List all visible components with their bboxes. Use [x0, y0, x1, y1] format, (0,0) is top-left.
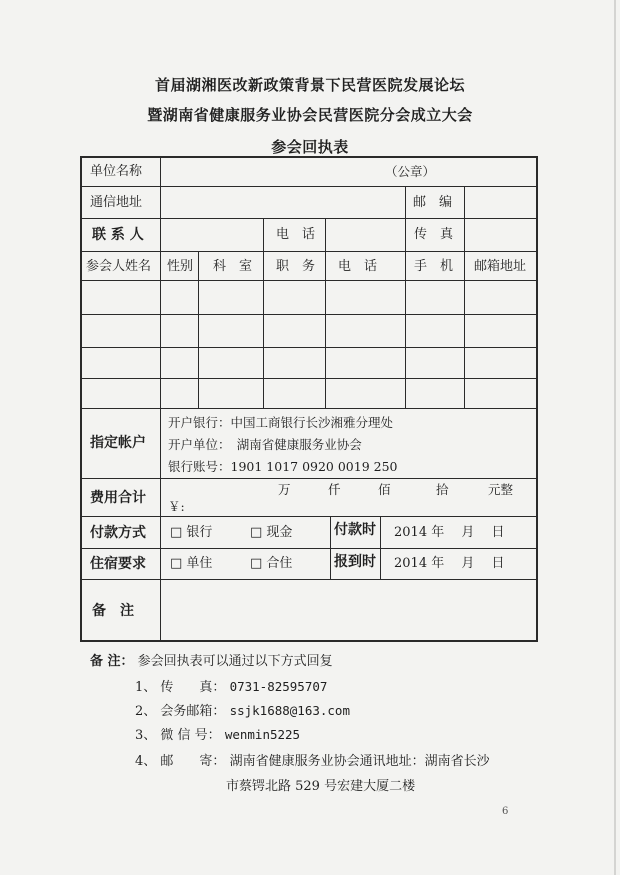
column-header-position: 职 务: [276, 259, 316, 274]
column-header-email: 邮箱地址: [474, 259, 527, 274]
postcode-field[interactable]: [466, 188, 534, 217]
page-number: 6: [502, 806, 509, 817]
column-header-name: 参会人姓名: [86, 259, 152, 274]
column-header-phone: 电 话: [338, 259, 378, 274]
conference-title: 暨湖南省健康服务业协会民营医院分会成立大会: [147, 106, 473, 124]
postcode-label: 邮 编: [413, 195, 453, 210]
amount-unit-yuan: 元整: [488, 482, 514, 497]
mail-address: 湖南省健康服务业协会通讯地址：湖南省长沙: [229, 754, 490, 769]
column-header-mobile: 手 机: [414, 259, 454, 274]
note-item-fax: 1、 传 真： 0731-82595707: [135, 679, 328, 695]
registration-form-table: [80, 156, 538, 642]
unit-name-label: 单位名称: [90, 164, 143, 179]
phone-field[interactable]: [327, 220, 403, 250]
notes-block: [90, 650, 333, 669]
phone-label: 电 话: [276, 227, 316, 242]
form-title: 参会回执表: [271, 138, 349, 156]
payment-option-bank[interactable]: □ 银行: [170, 525, 213, 540]
remarks-label: 备 注: [92, 603, 134, 619]
amount-unit-shi: 拾: [436, 482, 449, 497]
address-label: 通信地址: [90, 195, 143, 210]
mail-address-continued: 市蔡锷北路 529 号宏建大厦二楼: [226, 779, 416, 794]
payment-date-field[interactable]: 2014 年 月 日: [394, 525, 505, 540]
payment-method-label: 付款方式: [90, 525, 146, 541]
page-edge: [614, 0, 616, 875]
bank-name-line: 开户银行：中国工商银行长沙湘雅分理处: [168, 415, 394, 430]
lodging-option-shared[interactable]: □ 合住: [250, 556, 293, 571]
forum-title: 首届湖湘医改新政策背景下民营医院发展论坛: [154, 76, 465, 94]
address-field[interactable]: [162, 188, 403, 217]
column-header-department: 科 室: [213, 259, 253, 274]
remarks-field[interactable]: [162, 581, 534, 639]
note-item-mail: 4、 邮 寄： 湖南省健康服务业协会通讯地址：湖南省长沙: [135, 754, 490, 769]
lodging-option-single[interactable]: □ 单住: [170, 556, 213, 571]
attendee-row[interactable]: [82, 380, 534, 407]
amount-unit-bai: 佰: [378, 482, 391, 497]
total-amount-field[interactable]: [162, 480, 534, 515]
total-label: 费用合计: [90, 490, 146, 506]
fax-label: 传 真: [414, 227, 454, 242]
checkin-time-label: 报到时: [334, 554, 376, 570]
seal-note: （公章）: [385, 164, 436, 179]
checkin-date-field[interactable]: 2014 年 月 日: [394, 556, 505, 571]
currency-symbol: ￥:: [168, 499, 185, 514]
notes-heading: 备 注：: [90, 654, 134, 669]
contact-label: 联 系 人: [92, 227, 144, 243]
amount-unit-wan: 万: [278, 482, 291, 497]
notes-intro: 参会回执表可以通过以下方式回复: [137, 654, 333, 669]
wechat-id: wenmin5225: [224, 727, 301, 742]
payment-option-cash[interactable]: □ 现金: [250, 525, 293, 540]
fax-number: 0731-82595707: [229, 679, 328, 694]
note-item-wechat: 3、 微 信 号： wenmin5225: [135, 727, 301, 743]
lodging-label: 住宿要求: [90, 556, 146, 572]
fax-field[interactable]: [466, 220, 534, 250]
payment-time-label: 付款时: [334, 522, 376, 538]
attendee-row[interactable]: [82, 282, 534, 313]
email-address: ssjk1688@163.com: [229, 703, 350, 718]
unit-name-field[interactable]: [162, 158, 362, 185]
attendee-row[interactable]: [82, 349, 534, 377]
account-number-line: 银行账号：1901 1017 0920 0019 250: [168, 459, 398, 474]
attendee-row[interactable]: [82, 316, 534, 346]
account-label: 指定帐户: [90, 435, 146, 451]
contact-field[interactable]: [162, 220, 261, 250]
account-holder-line: 开户单位： 湖南省健康服务业协会: [168, 437, 362, 452]
column-header-gender: 性别: [167, 259, 194, 274]
amount-unit-qian: 仟: [328, 482, 341, 497]
note-item-email: 2、 会务邮箱： ssjk1688@163.com: [135, 703, 350, 719]
